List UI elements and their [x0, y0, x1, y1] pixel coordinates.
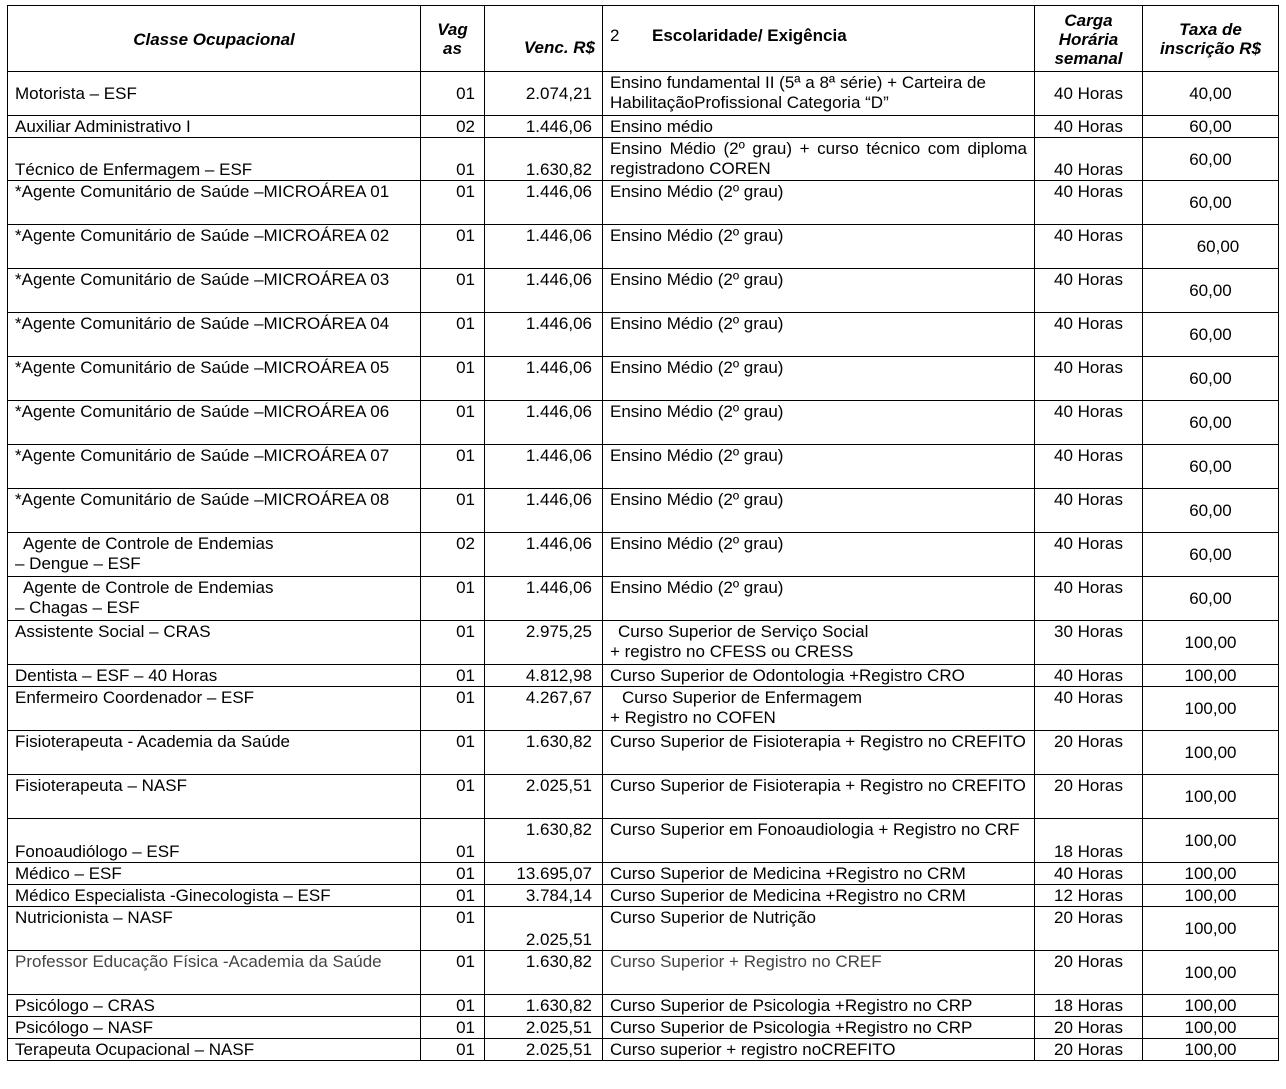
- cell-escolaridade: Ensino Médio (2º grau): [603, 181, 1035, 225]
- cell-vagas: 01: [421, 995, 485, 1017]
- classe-line-2: – Dengue – ESF: [15, 554, 141, 573]
- vacancies-document: [7, 5, 1279, 1061]
- cell-venc: 1.446,06: [485, 269, 603, 313]
- table-row: [8, 665, 1279, 687]
- cell-vagas: 01: [421, 313, 485, 357]
- cell-taxa: 100,00: [1143, 621, 1279, 665]
- cell-venc: 1.446,06: [485, 533, 603, 577]
- esc-line-2: + registro no CFESS ou CRESS: [610, 642, 854, 661]
- header-vagas: Vag as: [421, 6, 485, 72]
- cell-venc: 1.630,82: [485, 819, 603, 863]
- cell-venc: 1.630,82: [485, 731, 603, 775]
- cell-venc: 1.446,06: [485, 116, 603, 138]
- cell-carga: 20 Horas: [1035, 1017, 1143, 1039]
- cell-taxa: 60,00: [1143, 577, 1279, 621]
- cell-venc: 1.630,82: [485, 951, 603, 995]
- cell-venc: 1.446,06: [485, 225, 603, 269]
- table-row: [8, 72, 1279, 116]
- cell-classe: *Agente Comunitário de Saúde –MICROÁREA 03: [8, 269, 421, 313]
- cell-carga: 40 Horas: [1035, 313, 1143, 357]
- cell-classe: Psicólogo – NASF: [8, 1017, 421, 1039]
- cell-classe: *Agente Comunitário de Saúde –MICROÁREA 08: [8, 489, 421, 533]
- cell-venc: 1.446,06: [485, 313, 603, 357]
- cell-escolaridade: Ensino fundamental II (5ª a 8ª série) + Carteira de HabilitaçãoProfissional Categoria “D”: [603, 72, 1035, 116]
- table-row: [8, 401, 1279, 445]
- header-taxa: Taxa de inscrição R$: [1143, 6, 1279, 72]
- cell-classe: *Agente Comunitário de Saúde –MICROÁREA 01: [8, 181, 421, 225]
- cell-taxa: 60,00: [1143, 225, 1279, 269]
- cell-carga: 40 Horas: [1035, 863, 1143, 885]
- vacancies-table: [7, 5, 1279, 1061]
- cell-classe: Médico – ESF: [8, 863, 421, 885]
- cell-taxa: 60,00: [1143, 269, 1279, 313]
- cell-carga: 40 Horas: [1035, 577, 1143, 621]
- cell-classe: Médico Especialista -Ginecologista – ESF: [8, 885, 421, 907]
- cell-escolaridade: Ensino Médio (2º grau): [603, 313, 1035, 357]
- cell-escolaridade: Ensino Médio (2º grau): [603, 577, 1035, 621]
- cell-escolaridade: Curso Superior de Fisioterapia + Registro no CREFITO: [603, 775, 1035, 819]
- cell-vagas: 01: [421, 1017, 485, 1039]
- cell-venc: 13.695,07: [485, 863, 603, 885]
- cell-venc: 1.446,06: [485, 357, 603, 401]
- cell-venc: 2.025,51: [485, 1039, 603, 1061]
- cell-escolaridade: Ensino Médio (2º grau): [603, 445, 1035, 489]
- table-row: [8, 819, 1279, 863]
- cell-carga: 40 Horas: [1035, 665, 1143, 687]
- cell-carga: 20 Horas: [1035, 951, 1143, 995]
- cell-vagas: 02: [421, 533, 485, 577]
- table-row: [8, 775, 1279, 819]
- cell-venc: 1.630,82: [485, 995, 603, 1017]
- table-row: [8, 621, 1279, 665]
- cell-vagas: 01: [421, 819, 485, 863]
- cell-escolaridade: Ensino Médio (2º grau): [603, 269, 1035, 313]
- cell-vagas: 01: [421, 907, 485, 951]
- cell-venc: 1.630,82: [485, 138, 603, 181]
- cell-classe: Dentista – ESF – 40 Horas: [8, 665, 421, 687]
- cell-escolaridade: [603, 687, 1035, 731]
- cell-classe: *Agente Comunitário de Saúde –MICROÁREA 07: [8, 445, 421, 489]
- cell-vagas: 01: [421, 621, 485, 665]
- cell-taxa: 60,00: [1143, 357, 1279, 401]
- header-classe: Classe Ocupacional: [8, 6, 421, 72]
- table-row: [8, 577, 1279, 621]
- cell-carga: 40 Horas: [1035, 138, 1143, 181]
- cell-vagas: 01: [421, 885, 485, 907]
- cell-venc: 3.784,14: [485, 885, 603, 907]
- header-carga: Carga Horária semanal: [1035, 6, 1143, 72]
- cell-escolaridade: Curso Superior de Medicina +Registro no CRM: [603, 863, 1035, 885]
- cell-carga: 18 Horas: [1035, 995, 1143, 1017]
- cell-classe: [8, 533, 421, 577]
- cell-classe: Professor Educação Física -Academia da Saúde: [8, 951, 421, 995]
- cell-escolaridade: [603, 621, 1035, 665]
- cell-classe: Assistente Social – CRAS: [8, 621, 421, 665]
- cell-carga: 40 Horas: [1035, 489, 1143, 533]
- cell-venc: 1.446,06: [485, 489, 603, 533]
- cell-vagas: 01: [421, 225, 485, 269]
- table-row: [8, 116, 1279, 138]
- classe-line-2: – Chagas – ESF: [15, 598, 140, 617]
- header-row: [8, 6, 1279, 72]
- cell-escolaridade: Ensino Médio (2º grau): [603, 489, 1035, 533]
- cell-taxa: 60,00: [1143, 138, 1279, 181]
- cell-taxa: 100,00: [1143, 907, 1279, 951]
- table-row: [8, 907, 1279, 951]
- cell-taxa: 100,00: [1143, 995, 1279, 1017]
- cell-carga: 40 Horas: [1035, 116, 1143, 138]
- cell-classe: Fisioterapeuta – NASF: [8, 775, 421, 819]
- cell-escolaridade: Ensino Médio (2º grau): [603, 225, 1035, 269]
- table-row: [8, 269, 1279, 313]
- cell-carga: 20 Horas: [1035, 775, 1143, 819]
- cell-escolaridade: Ensino Médio (2º grau): [603, 533, 1035, 577]
- cell-vagas: 01: [421, 731, 485, 775]
- cell-vagas: 02: [421, 116, 485, 138]
- cell-escolaridade: Ensino Médio (2º grau): [603, 401, 1035, 445]
- cell-escolaridade: Curso Superior de Psicologia +Registro no CRP: [603, 995, 1035, 1017]
- cell-taxa: 100,00: [1143, 775, 1279, 819]
- table-row: [8, 138, 1279, 181]
- cell-venc: 2.025,51: [485, 907, 603, 951]
- table-row: [8, 863, 1279, 885]
- table-row: [8, 313, 1279, 357]
- cell-carga: 40 Horas: [1035, 225, 1143, 269]
- cell-vagas: 01: [421, 357, 485, 401]
- table-row: [8, 687, 1279, 731]
- table-row: [8, 731, 1279, 775]
- cell-classe: Motorista – ESF: [8, 72, 421, 116]
- cell-escolaridade: Ensino médio: [603, 116, 1035, 138]
- cell-classe: *Agente Comunitário de Saúde –MICROÁREA 05: [8, 357, 421, 401]
- cell-vagas: 01: [421, 1039, 485, 1061]
- cell-taxa: 40,00: [1143, 72, 1279, 116]
- cell-escolaridade: Ensino Médio (2º grau) + curso técnico com diploma registradono COREN: [603, 138, 1035, 181]
- cell-carga: 40 Horas: [1035, 269, 1143, 313]
- cell-classe: Nutricionista – NASF: [8, 907, 421, 951]
- cell-taxa: 100,00: [1143, 687, 1279, 731]
- cell-carga: 40 Horas: [1035, 181, 1143, 225]
- cell-vagas: 01: [421, 577, 485, 621]
- cell-carga: 40 Horas: [1035, 533, 1143, 577]
- cell-vagas: 01: [421, 775, 485, 819]
- cell-vagas: 01: [421, 138, 485, 181]
- cell-classe: Técnico de Enfermagem – ESF: [8, 138, 421, 181]
- cell-carga: 40 Horas: [1035, 72, 1143, 116]
- cell-classe: Terapeuta Ocupacional – NASF: [8, 1039, 421, 1061]
- cell-escolaridade: Ensino Médio (2º grau): [603, 357, 1035, 401]
- cell-taxa: 100,00: [1143, 951, 1279, 995]
- cell-venc: 2.074,21: [485, 72, 603, 116]
- cell-vagas: 01: [421, 72, 485, 116]
- cell-carga: 20 Horas: [1035, 731, 1143, 775]
- cell-vagas: 01: [421, 489, 485, 533]
- cell-classe: Auxiliar Administrativo I: [8, 116, 421, 138]
- cell-taxa: 60,00: [1143, 489, 1279, 533]
- cell-carga: 40 Horas: [1035, 687, 1143, 731]
- header-esc-number: 2: [610, 26, 620, 45]
- cell-escolaridade: Curso Superior de Medicina +Registro no CRM: [603, 885, 1035, 907]
- cell-escolaridade: Curso Superior + Registro no CREF: [603, 951, 1035, 995]
- cell-venc: 2.975,25: [485, 621, 603, 665]
- cell-vagas: 01: [421, 181, 485, 225]
- cell-carga: 18 Horas: [1035, 819, 1143, 863]
- cell-vagas: 01: [421, 687, 485, 731]
- cell-taxa: 100,00: [1143, 885, 1279, 907]
- cell-carga: 40 Horas: [1035, 357, 1143, 401]
- cell-vagas: 01: [421, 951, 485, 995]
- cell-taxa: 100,00: [1143, 819, 1279, 863]
- cell-vagas: 01: [421, 445, 485, 489]
- table-row: [8, 1017, 1279, 1039]
- cell-venc: 1.446,06: [485, 445, 603, 489]
- cell-taxa: 100,00: [1143, 1017, 1279, 1039]
- cell-taxa: 60,00: [1143, 313, 1279, 357]
- cell-venc: 1.446,06: [485, 181, 603, 225]
- cell-venc: 1.446,06: [485, 577, 603, 621]
- table-row: [8, 225, 1279, 269]
- cell-taxa: 100,00: [1143, 1039, 1279, 1061]
- classe-line-1: Agente de Controle de Endemias: [23, 534, 274, 553]
- cell-venc: 4.267,67: [485, 687, 603, 731]
- cell-classe: Enfermeiro Coordenador – ESF: [8, 687, 421, 731]
- cell-taxa: 100,00: [1143, 665, 1279, 687]
- cell-vagas: 01: [421, 401, 485, 445]
- cell-venc: 2.025,51: [485, 775, 603, 819]
- cell-carga: 30 Horas: [1035, 621, 1143, 665]
- cell-classe: Fonoaudiólogo – ESF: [8, 819, 421, 863]
- cell-classe: *Agente Comunitário de Saúde –MICROÁREA 02: [8, 225, 421, 269]
- cell-escolaridade: Curso Superior de Psicologia +Registro no CRP: [603, 1017, 1035, 1039]
- table-row: [8, 181, 1279, 225]
- cell-classe: [8, 577, 421, 621]
- cell-carga: 12 Horas: [1035, 885, 1143, 907]
- table-row: [8, 489, 1279, 533]
- cell-escolaridade: Curso superior + registro noCREFITO: [603, 1039, 1035, 1061]
- cell-taxa: 100,00: [1143, 731, 1279, 775]
- cell-venc: 2.025,51: [485, 1017, 603, 1039]
- table-row: [8, 885, 1279, 907]
- table-row: [8, 995, 1279, 1017]
- header-venc: Venc. R$: [485, 6, 603, 72]
- cell-escolaridade: Curso Superior de Odontologia +Registro CRO: [603, 665, 1035, 687]
- cell-taxa: 60,00: [1143, 533, 1279, 577]
- cell-classe: *Agente Comunitário de Saúde –MICROÁREA 04: [8, 313, 421, 357]
- classe-line-1: Agente de Controle de Endemias: [23, 578, 274, 597]
- cell-carga: 40 Horas: [1035, 445, 1143, 489]
- cell-classe: *Agente Comunitário de Saúde –MICROÁREA 06: [8, 401, 421, 445]
- cell-carga: 20 Horas: [1035, 907, 1143, 951]
- cell-vagas: 01: [421, 269, 485, 313]
- table-row: [8, 951, 1279, 995]
- cell-taxa: 60,00: [1143, 181, 1279, 225]
- cell-classe: Psicólogo – CRAS: [8, 995, 421, 1017]
- cell-escolaridade: Curso Superior de Fisioterapia + Registro no CREFITO: [603, 731, 1035, 775]
- esc-line-1: Curso Superior de Enfermagem: [622, 688, 863, 707]
- header-esc-label: Escolaridade/ Exigência: [652, 26, 847, 45]
- cell-venc: 4.812,98: [485, 665, 603, 687]
- esc-line-2: + Registro no COFEN: [610, 708, 776, 727]
- header-escolaridade: [603, 6, 1035, 72]
- table-row: [8, 445, 1279, 489]
- cell-escolaridade: Curso Superior em Fonoaudiologia + Registro no CRF: [603, 819, 1035, 863]
- cell-taxa: 60,00: [1143, 116, 1279, 138]
- table-row: [8, 357, 1279, 401]
- cell-venc: 1.446,06: [485, 401, 603, 445]
- table-row: [8, 1039, 1279, 1061]
- esc-line-1: Curso Superior de Serviço Social: [618, 622, 869, 641]
- cell-vagas: 01: [421, 665, 485, 687]
- cell-taxa: 60,00: [1143, 445, 1279, 489]
- cell-carga: 20 Horas: [1035, 1039, 1143, 1061]
- cell-vagas: 01: [421, 863, 485, 885]
- table-row: [8, 533, 1279, 577]
- cell-classe: Fisioterapeuta - Academia da Saúde: [8, 731, 421, 775]
- cell-carga: 40 Horas: [1035, 401, 1143, 445]
- cell-escolaridade: Curso Superior de Nutrição: [603, 907, 1035, 951]
- cell-taxa: 100,00: [1143, 863, 1279, 885]
- cell-taxa: 60,00: [1143, 401, 1279, 445]
